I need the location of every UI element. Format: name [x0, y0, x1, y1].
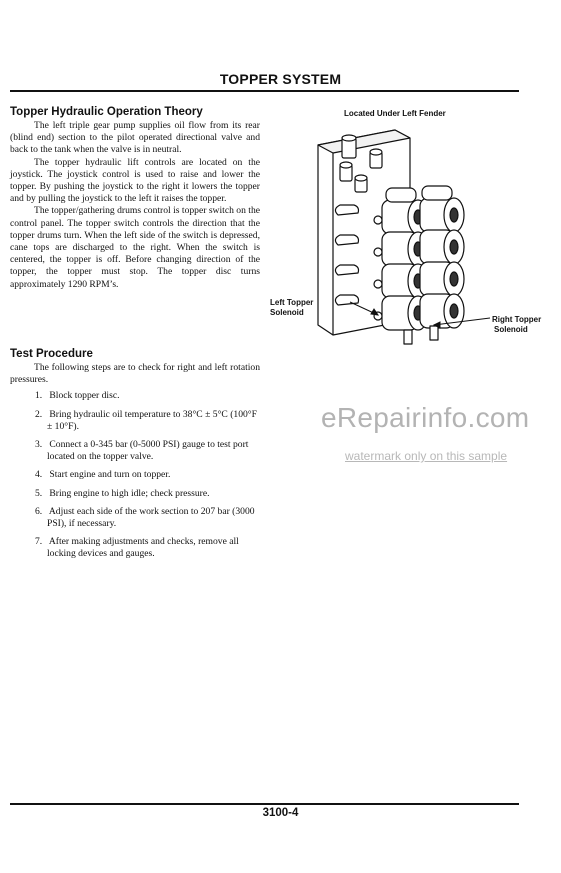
list-item: 3. Connect a 0-345 bar (0-5000 PSI) gauge to test port located on the topper valve.: [35, 439, 249, 463]
list-item: 7. After making adjustments and checks, remove all locking devices and gauges.: [35, 536, 239, 560]
theory-paragraph-3: The topper/gathering drums control is topper switch on the control panel. The topper switch controls the direction that the topper drums turn. When the left side of the switch is depressed, cane tops are discharged to the right. When the switch is centered, the topper is off. Before changing direction of the topper, the topper must stop. The topper disc turns approximately 1290 RPM’s.: [10, 205, 260, 290]
theory-heading: Topper Hydraulic Operation Theory: [10, 106, 203, 118]
test-heading: Test Procedure: [10, 348, 93, 360]
header-rule: [10, 90, 519, 92]
page-number: 3100-4: [262, 807, 299, 819]
watermark-brand: eRepairinfo.com: [321, 402, 530, 433]
figure-caption: Located Under Left Fender: [344, 109, 446, 118]
test-procedure-section: [10, 348, 260, 567]
theory-paragraph-2: The topper hydraulic lift controls are located on the joystick. The joystick control is used to raise and lower the topper. By pushing the joystick to the right it lowers the topper and by pulling the joystick to the left it raises the topper.: [10, 156, 260, 205]
valve-illustration: [300, 120, 510, 355]
page-title: TOPPER SYSTEM: [219, 71, 342, 87]
watermark-note: watermark only on this sample: [345, 449, 508, 463]
list-item: 6. Adjust each side of the work section to 207 bar (3000 PSI), if necessary.: [35, 505, 255, 530]
list-item: 1. Block topper disc.: [35, 390, 120, 402]
theory-section: [10, 106, 260, 291]
list-item: 5. Bring engine to high idle; check pressure.: [35, 487, 210, 499]
list-item: 2. Bring hydraulic oil temperature to 38°C ± 5°C (100°F ± 10°F).: [35, 408, 257, 432]
right-topper-solenoid-label: Right Topper Solenoid: [492, 315, 542, 334]
footer-rule: [10, 803, 519, 805]
list-item: 4. Start engine and turn on topper.: [35, 469, 171, 481]
test-steps-list: [10, 390, 260, 560]
left-topper-solenoid-label: Left Topper Solenoid: [270, 298, 314, 317]
test-intro: The following steps are to check for right and left rotation pressures.: [10, 362, 260, 386]
theory-paragraph-1: The left triple gear pump supplies oil flow from its rear (blind end) section to the pilot operated directional valve and back to the tank when the valve is in neutral.: [10, 120, 260, 156]
